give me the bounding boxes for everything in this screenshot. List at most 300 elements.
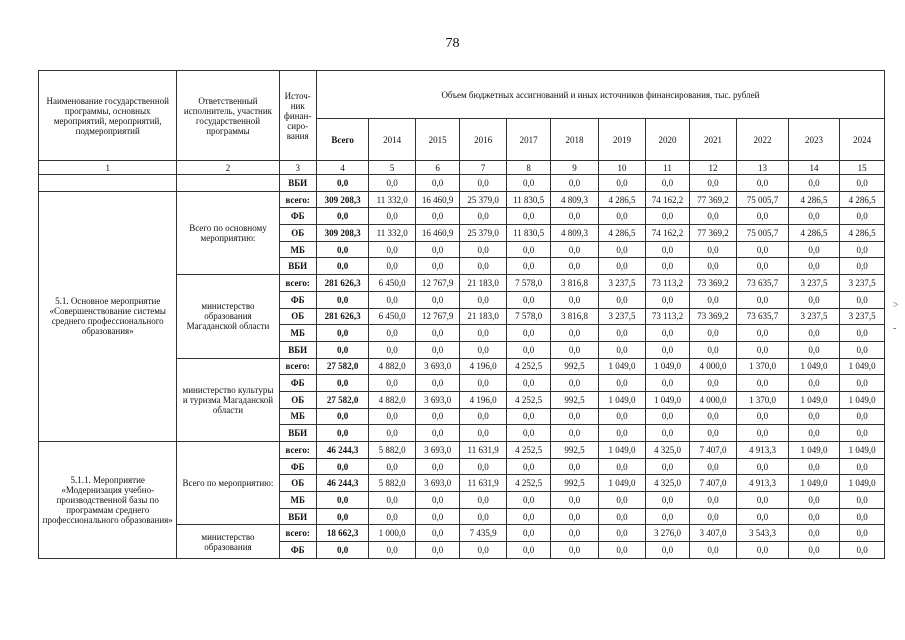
- year-value-cell: 0,0: [551, 525, 598, 542]
- year-value-cell: 0,0: [460, 208, 506, 225]
- year-value-cell: 73 113,2: [646, 308, 689, 325]
- year-value-cell: 11 631,9: [460, 475, 506, 492]
- scan-mark: >: [893, 300, 899, 311]
- year-value-cell: 0,0: [737, 508, 789, 525]
- year-value-cell: 0,0: [840, 175, 885, 192]
- year-value-cell: 0,0: [551, 175, 598, 192]
- year-value-cell: 0,0: [551, 458, 598, 475]
- page-number: 78: [445, 36, 460, 51]
- year-value-cell: 0,0: [460, 325, 506, 342]
- year-value-cell: 3 543,3: [737, 525, 789, 542]
- year-value-cell: 0,0: [598, 375, 645, 392]
- column-number: 15: [840, 161, 885, 175]
- year-value-cell: 3 407,0: [689, 525, 736, 542]
- year-value-cell: 4 913,3: [737, 442, 789, 459]
- year-value-cell: 3 237,5: [598, 275, 645, 292]
- year-value-cell: 0,0: [788, 458, 840, 475]
- year-value-cell: 0,0: [788, 408, 840, 425]
- year-value-cell: 4 286,5: [840, 191, 885, 208]
- year-value-cell: 3 816,8: [551, 308, 598, 325]
- total-cell: 281 626,3: [316, 308, 369, 325]
- year-value-cell: 16 460,9: [415, 225, 459, 242]
- header-responsible: Ответственный исполнитель, участник государственной программы: [177, 71, 279, 161]
- year-value-cell: 4 286,5: [598, 225, 645, 242]
- year-value-cell: 77 369,2: [689, 225, 736, 242]
- year-value-cell: 0,0: [788, 208, 840, 225]
- year-value-cell: 0,0: [689, 492, 736, 509]
- year-value-cell: 75 005,7: [737, 191, 789, 208]
- year-value-cell: 0,0: [788, 341, 840, 358]
- year-value-cell: 11 830,5: [506, 225, 550, 242]
- year-value-cell: 1 049,0: [788, 391, 840, 408]
- year-value-cell: 5 882,0: [369, 442, 415, 459]
- year-value-cell: 0,0: [460, 508, 506, 525]
- year-value-cell: 1 049,0: [598, 442, 645, 459]
- header-year: 2016: [460, 119, 506, 161]
- year-value-cell: 1 049,0: [840, 475, 885, 492]
- year-value-cell: 0,0: [689, 341, 736, 358]
- header-source-line: вания: [286, 130, 309, 141]
- column-number: 8: [506, 161, 550, 175]
- year-value-cell: 0,0: [646, 208, 689, 225]
- year-value-cell: 0,0: [788, 325, 840, 342]
- total-cell: 18 662,3: [316, 525, 369, 542]
- year-value-cell: 0,0: [598, 458, 645, 475]
- year-value-cell: 1 049,0: [840, 391, 885, 408]
- year-value-cell: 3 237,5: [788, 308, 840, 325]
- year-value-cell: 73 635,7: [737, 275, 789, 292]
- header-year: 2021: [689, 119, 736, 161]
- year-value-cell: 4 196,0: [460, 358, 506, 375]
- year-value-cell: 0,0: [369, 325, 415, 342]
- year-value-cell: 0,0: [460, 375, 506, 392]
- header-source-line: Источ-: [284, 90, 311, 101]
- header-year: 2014: [369, 119, 415, 161]
- year-value-cell: 0,0: [506, 208, 550, 225]
- year-value-cell: 0,0: [737, 241, 789, 258]
- year-value-cell: 0,0: [646, 291, 689, 308]
- year-value-cell: 0,0: [788, 492, 840, 509]
- source-cell: ВБИ: [279, 258, 316, 275]
- source-cell: ОБ: [279, 475, 316, 492]
- year-value-cell: 0,0: [788, 241, 840, 258]
- responsible-cell: министерство образования: [177, 525, 279, 558]
- year-value-cell: 0,0: [369, 492, 415, 509]
- source-cell: МБ: [279, 492, 316, 509]
- year-value-cell: 0,0: [506, 458, 550, 475]
- year-value-cell: 0,0: [646, 175, 689, 192]
- year-value-cell: 4 325,0: [646, 475, 689, 492]
- year-value-cell: 4 913,3: [737, 475, 789, 492]
- year-value-cell: 0,0: [840, 341, 885, 358]
- year-value-cell: 0,0: [737, 208, 789, 225]
- year-value-cell: 0,0: [551, 208, 598, 225]
- year-value-cell: 0,0: [646, 458, 689, 475]
- year-value-cell: 0,0: [689, 458, 736, 475]
- source-cell: ВБИ: [279, 175, 316, 192]
- responsible-cell: министерство культуры и туризма Магаданской области: [177, 358, 279, 441]
- year-value-cell: 0,0: [598, 341, 645, 358]
- year-value-cell: 0,0: [506, 258, 550, 275]
- source-cell: ВБИ: [279, 341, 316, 358]
- year-value-cell: 0,0: [737, 492, 789, 509]
- year-value-cell: 992,5: [551, 391, 598, 408]
- year-value-cell: 4 000,0: [689, 391, 736, 408]
- year-value-cell: 3 237,5: [840, 275, 885, 292]
- year-value-cell: 0,0: [689, 542, 736, 559]
- year-value-cell: 0,0: [737, 408, 789, 425]
- year-value-cell: 0,0: [369, 291, 415, 308]
- column-number: 1: [39, 161, 177, 175]
- year-value-cell: 7 407,0: [689, 442, 736, 459]
- year-value-cell: 4 325,0: [646, 442, 689, 459]
- year-value-cell: 0,0: [551, 375, 598, 392]
- year-value-cell: 0,0: [460, 458, 506, 475]
- year-value-cell: 0,0: [369, 458, 415, 475]
- source-cell: ФБ: [279, 375, 316, 392]
- year-value-cell: 0,0: [689, 241, 736, 258]
- year-value-cell: 0,0: [415, 325, 459, 342]
- year-value-cell: 0,0: [506, 341, 550, 358]
- year-value-cell: 0,0: [415, 175, 459, 192]
- year-value-cell: 0,0: [598, 291, 645, 308]
- year-value-cell: 0,0: [551, 492, 598, 509]
- source-cell: всего:: [279, 191, 316, 208]
- source-cell: ОБ: [279, 308, 316, 325]
- year-value-cell: 0,0: [646, 258, 689, 275]
- year-value-cell: 75 005,7: [737, 225, 789, 242]
- year-value-cell: 25 379,0: [460, 191, 506, 208]
- year-value-cell: 0,0: [506, 325, 550, 342]
- table-row: [39, 442, 885, 459]
- year-value-cell: 0,0: [737, 542, 789, 559]
- year-value-cell: 3 693,0: [415, 358, 459, 375]
- year-value-cell: 0,0: [460, 258, 506, 275]
- year-value-cell: 4 000,0: [689, 358, 736, 375]
- column-number: 4: [316, 161, 369, 175]
- year-value-cell: 0,0: [689, 508, 736, 525]
- year-value-cell: 0,0: [415, 525, 459, 542]
- year-value-cell: 1 049,0: [598, 358, 645, 375]
- year-value-cell: 0,0: [460, 408, 506, 425]
- total-cell: 0,0: [316, 258, 369, 275]
- year-value-cell: 0,0: [689, 408, 736, 425]
- year-value-cell: 0,0: [737, 341, 789, 358]
- year-value-cell: 0,0: [551, 325, 598, 342]
- year-value-cell: 74 162,2: [646, 191, 689, 208]
- year-value-cell: 0,0: [788, 258, 840, 275]
- source-cell: ОБ: [279, 225, 316, 242]
- year-value-cell: 0,0: [646, 341, 689, 358]
- source-cell: МБ: [279, 325, 316, 342]
- year-value-cell: 0,0: [598, 542, 645, 559]
- year-value-cell: 0,0: [788, 291, 840, 308]
- year-value-cell: 0,0: [840, 542, 885, 559]
- year-value-cell: 992,5: [551, 475, 598, 492]
- year-value-cell: 1 049,0: [788, 475, 840, 492]
- year-value-cell: 21 183,0: [460, 308, 506, 325]
- year-value-cell: 0,0: [788, 525, 840, 542]
- header-source-line: сиро-: [287, 120, 309, 131]
- year-value-cell: 0,0: [598, 241, 645, 258]
- year-value-cell: 3 816,8: [551, 275, 598, 292]
- year-value-cell: 0,0: [788, 425, 840, 442]
- year-value-cell: 1 049,0: [598, 391, 645, 408]
- year-value-cell: 1 049,0: [840, 358, 885, 375]
- total-cell: 0,0: [316, 291, 369, 308]
- header-total: Всего: [316, 119, 369, 161]
- year-value-cell: 0,0: [788, 375, 840, 392]
- year-value-cell: 0,0: [598, 175, 645, 192]
- year-value-cell: 0,0: [788, 508, 840, 525]
- total-cell: 27 582,0: [316, 358, 369, 375]
- header-source-line: финан-: [284, 110, 312, 121]
- year-value-cell: 0,0: [415, 208, 459, 225]
- year-value-cell: 1 049,0: [788, 442, 840, 459]
- total-cell: 0,0: [316, 208, 369, 225]
- year-value-cell: 0,0: [598, 492, 645, 509]
- source-cell: всего:: [279, 525, 316, 542]
- year-value-cell: 0,0: [689, 258, 736, 275]
- source-cell: ФБ: [279, 291, 316, 308]
- year-value-cell: 77 369,2: [689, 191, 736, 208]
- year-value-cell: 0,0: [369, 241, 415, 258]
- year-value-cell: 0,0: [737, 375, 789, 392]
- year-value-cell: 3 693,0: [415, 391, 459, 408]
- year-value-cell: 4 286,5: [840, 225, 885, 242]
- year-value-cell: 0,0: [551, 258, 598, 275]
- total-cell: 46 244,3: [316, 442, 369, 459]
- column-number: 3: [279, 161, 316, 175]
- year-value-cell: 4 252,5: [506, 358, 550, 375]
- year-value-cell: 0,0: [369, 425, 415, 442]
- total-cell: 0,0: [316, 425, 369, 442]
- financing-table: [38, 70, 885, 559]
- year-value-cell: 0,0: [646, 508, 689, 525]
- source-cell: ОБ: [279, 391, 316, 408]
- year-value-cell: 0,0: [737, 291, 789, 308]
- year-value-cell: 0,0: [689, 291, 736, 308]
- year-value-cell: 0,0: [415, 542, 459, 559]
- year-value-cell: 1 000,0: [369, 525, 415, 542]
- year-value-cell: 0,0: [598, 508, 645, 525]
- total-cell: 0,0: [316, 408, 369, 425]
- year-value-cell: 0,0: [840, 208, 885, 225]
- year-value-cell: 992,5: [551, 442, 598, 459]
- year-value-cell: 3 237,5: [598, 308, 645, 325]
- year-value-cell: 0,0: [840, 241, 885, 258]
- responsible-cell: министерство образования Магаданской области: [177, 275, 279, 358]
- year-value-cell: 0,0: [506, 542, 550, 559]
- year-value-cell: 0,0: [551, 425, 598, 442]
- year-value-cell: 0,0: [415, 375, 459, 392]
- year-value-cell: 0,0: [646, 492, 689, 509]
- year-value-cell: 0,0: [460, 542, 506, 559]
- year-value-cell: 0,0: [737, 325, 789, 342]
- column-number: 2: [177, 161, 279, 175]
- year-value-cell: 3 237,5: [788, 275, 840, 292]
- responsible-cell: Всего по основному мероприятию:: [177, 191, 279, 274]
- total-cell: 0,0: [316, 458, 369, 475]
- year-value-cell: 1 049,0: [840, 442, 885, 459]
- header-year: 2015: [415, 119, 459, 161]
- source-cell: всего:: [279, 442, 316, 459]
- year-value-cell: 0,0: [415, 241, 459, 258]
- year-value-cell: 0,0: [415, 408, 459, 425]
- year-value-cell: 0,0: [415, 508, 459, 525]
- table-row: [39, 191, 885, 208]
- year-value-cell: 0,0: [598, 525, 645, 542]
- year-value-cell: 3 693,0: [415, 442, 459, 459]
- column-number: 7: [460, 161, 506, 175]
- source-cell: МБ: [279, 241, 316, 258]
- year-value-cell: 73 369,2: [689, 308, 736, 325]
- year-value-cell: 0,0: [415, 492, 459, 509]
- total-cell: 0,0: [316, 325, 369, 342]
- header-year: 2019: [598, 119, 645, 161]
- year-value-cell: 4 809,3: [551, 191, 598, 208]
- year-value-cell: 1 049,0: [788, 358, 840, 375]
- year-value-cell: 0,0: [689, 425, 736, 442]
- year-value-cell: 0,0: [369, 542, 415, 559]
- year-value-cell: 0,0: [737, 175, 789, 192]
- header-name: Наименование государственной программы, основных мероприятий, мероприятий, подмероприятий: [39, 71, 177, 161]
- year-value-cell: 0,0: [840, 425, 885, 442]
- year-value-cell: 1 370,0: [737, 358, 789, 375]
- source-cell: ФБ: [279, 208, 316, 225]
- header-source-line: ник: [290, 100, 305, 111]
- year-value-cell: 4 252,5: [506, 475, 550, 492]
- year-value-cell: 11 631,9: [460, 442, 506, 459]
- year-value-cell: 0,0: [506, 425, 550, 442]
- responsible-cell: Всего по мероприятию:: [177, 442, 279, 525]
- event-name-cell: [39, 175, 177, 192]
- year-value-cell: 0,0: [551, 291, 598, 308]
- year-value-cell: 0,0: [460, 341, 506, 358]
- year-value-cell: 0,0: [689, 175, 736, 192]
- header-year: 2018: [551, 119, 598, 161]
- year-value-cell: 0,0: [598, 425, 645, 442]
- year-value-cell: 0,0: [369, 508, 415, 525]
- total-cell: 0,0: [316, 175, 369, 192]
- year-value-cell: 1 049,0: [646, 358, 689, 375]
- year-value-cell: 0,0: [840, 508, 885, 525]
- column-number: 5: [369, 161, 415, 175]
- year-value-cell: 0,0: [689, 325, 736, 342]
- year-value-cell: 0,0: [646, 408, 689, 425]
- total-cell: 0,0: [316, 241, 369, 258]
- year-value-cell: 12 767,9: [415, 275, 459, 292]
- year-value-cell: 0,0: [598, 408, 645, 425]
- year-value-cell: 0,0: [369, 208, 415, 225]
- scan-mark: -: [893, 323, 897, 334]
- year-value-cell: 7 578,0: [506, 308, 550, 325]
- year-value-cell: 0,0: [598, 325, 645, 342]
- year-value-cell: 7 407,0: [689, 475, 736, 492]
- year-value-cell: 0,0: [598, 258, 645, 275]
- year-value-cell: 0,0: [646, 542, 689, 559]
- year-value-cell: 7 578,0: [506, 275, 550, 292]
- year-value-cell: 4 286,5: [598, 191, 645, 208]
- year-value-cell: 0,0: [415, 425, 459, 442]
- year-value-cell: 0,0: [506, 241, 550, 258]
- year-value-cell: 0,0: [369, 175, 415, 192]
- year-value-cell: 0,0: [689, 375, 736, 392]
- year-value-cell: 0,0: [840, 375, 885, 392]
- year-value-cell: 0,0: [369, 375, 415, 392]
- year-value-cell: 0,0: [415, 458, 459, 475]
- year-value-cell: 0,0: [646, 425, 689, 442]
- year-value-cell: 4 252,5: [506, 442, 550, 459]
- year-value-cell: 0,0: [646, 325, 689, 342]
- year-value-cell: 6 450,0: [369, 275, 415, 292]
- year-value-cell: 0,0: [415, 291, 459, 308]
- year-value-cell: 16 460,9: [415, 191, 459, 208]
- year-value-cell: 0,0: [460, 241, 506, 258]
- year-value-cell: 11 332,0: [369, 225, 415, 242]
- event-name-cell: 5.1. Основное мероприятие «Совершенствование системы среднего профессионального образования»: [39, 191, 177, 441]
- year-value-cell: 1 049,0: [646, 391, 689, 408]
- year-value-cell: 73 113,2: [646, 275, 689, 292]
- year-value-cell: 0,0: [551, 241, 598, 258]
- total-cell: 0,0: [316, 542, 369, 559]
- year-value-cell: 25 379,0: [460, 225, 506, 242]
- year-value-cell: 3 276,0: [646, 525, 689, 542]
- year-value-cell: 0,0: [506, 492, 550, 509]
- year-value-cell: 11 830,5: [506, 191, 550, 208]
- year-value-cell: 73 635,7: [737, 308, 789, 325]
- responsible-cell: [177, 175, 279, 192]
- year-value-cell: 0,0: [840, 525, 885, 542]
- total-cell: 281 626,3: [316, 275, 369, 292]
- year-value-cell: 0,0: [551, 341, 598, 358]
- total-cell: 27 582,0: [316, 391, 369, 408]
- total-cell: 0,0: [316, 508, 369, 525]
- header-volume: Объем бюджетных ассигнований и иных источников финансирования, тыс. рублей: [316, 71, 884, 119]
- year-value-cell: 0,0: [369, 408, 415, 425]
- year-value-cell: 0,0: [415, 341, 459, 358]
- year-value-cell: 0,0: [840, 258, 885, 275]
- year-value-cell: 0,0: [689, 208, 736, 225]
- year-value-cell: 0,0: [737, 458, 789, 475]
- year-value-cell: 0,0: [788, 542, 840, 559]
- year-value-cell: 1 370,0: [737, 391, 789, 408]
- year-value-cell: 0,0: [506, 508, 550, 525]
- year-value-cell: 0,0: [840, 458, 885, 475]
- year-value-cell: 0,0: [551, 542, 598, 559]
- header-year: 2020: [646, 119, 689, 161]
- year-value-cell: 0,0: [551, 408, 598, 425]
- total-cell: 0,0: [316, 341, 369, 358]
- year-value-cell: 0,0: [460, 425, 506, 442]
- year-value-cell: 0,0: [506, 175, 550, 192]
- year-value-cell: 3 237,5: [840, 308, 885, 325]
- column-number: 13: [737, 161, 789, 175]
- year-value-cell: 0,0: [460, 291, 506, 308]
- year-value-cell: 0,0: [369, 341, 415, 358]
- source-cell: ФБ: [279, 458, 316, 475]
- year-value-cell: 1 049,0: [598, 475, 645, 492]
- event-name-cell: 5.1.1. Мероприятие «Модернизация учебно-производственной базы по программам среднего профессионального образования»: [39, 442, 177, 559]
- year-value-cell: 0,0: [840, 492, 885, 509]
- total-cell: 0,0: [316, 375, 369, 392]
- column-number: 6: [415, 161, 459, 175]
- total-cell: 309 208,3: [316, 191, 369, 208]
- year-value-cell: 4 882,0: [369, 358, 415, 375]
- year-value-cell: 4 196,0: [460, 391, 506, 408]
- column-number: 14: [788, 161, 840, 175]
- source-cell: всего:: [279, 275, 316, 292]
